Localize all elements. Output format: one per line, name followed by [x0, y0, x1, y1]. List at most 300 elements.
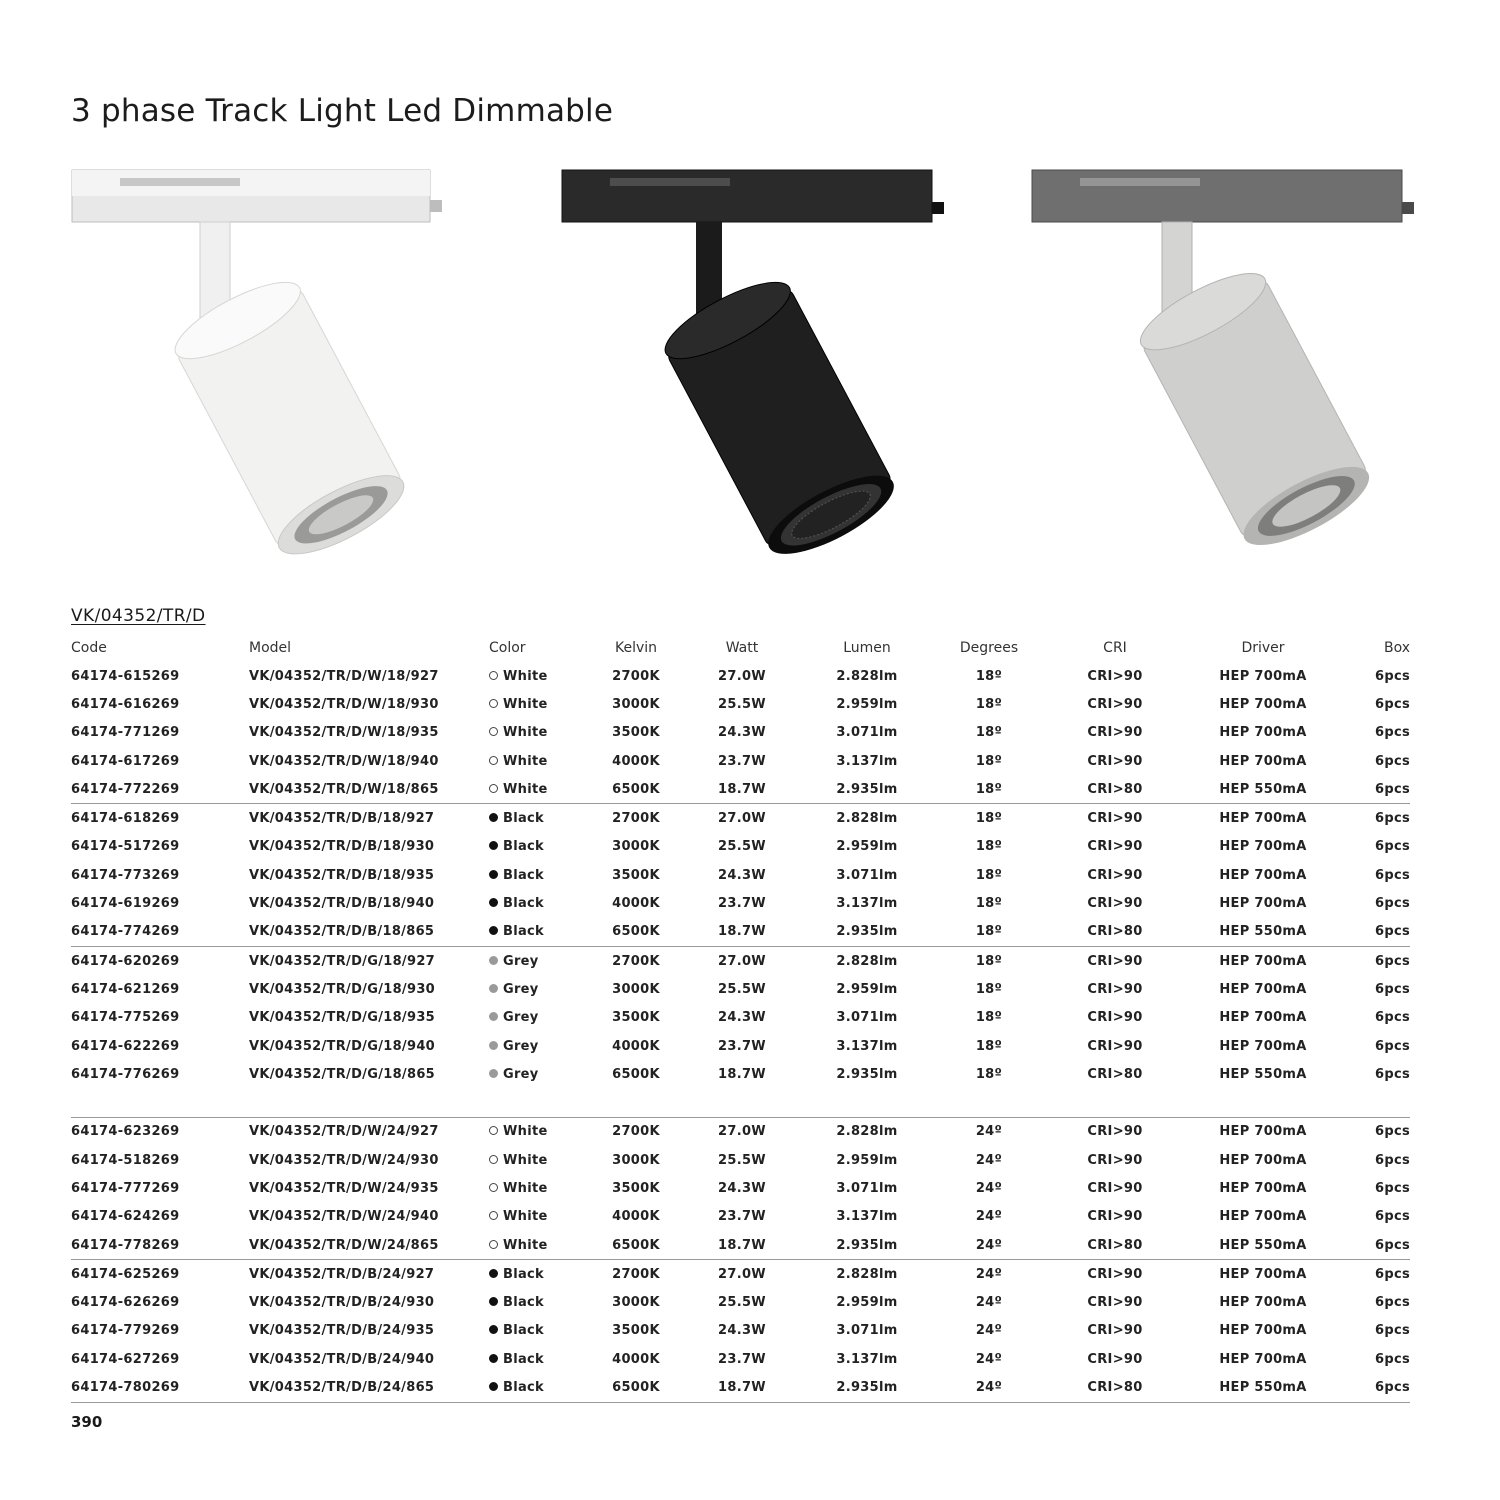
cell-driver: HEP 550mA: [1189, 775, 1337, 804]
cell-degrees: 24º: [975, 1152, 1003, 1168]
color-label: Black: [503, 1266, 544, 1282]
cell-cri: CRI>90: [1087, 953, 1143, 969]
color-label: Grey: [503, 953, 539, 969]
cell-color: [489, 690, 585, 718]
table-row: [71, 889, 1410, 917]
cell-lumen: 2.935lm: [797, 1231, 937, 1260]
cell-kelvin: 4000K: [612, 753, 660, 769]
cell-cri: CRI>80: [1041, 775, 1189, 804]
cell-code: 64174-624269: [71, 1209, 180, 1225]
cell-watt: 18.7W: [687, 918, 797, 947]
cell-degrees: 24º: [975, 1295, 1003, 1311]
cell-code: 64174-617269: [71, 753, 180, 769]
cell-cri: CRI>90: [1087, 753, 1143, 769]
cell-watt: 27.0W: [718, 953, 766, 969]
cell-cri: CRI>90: [1087, 668, 1143, 684]
cell-box: 6pcs: [1337, 1231, 1410, 1260]
color-label: White: [503, 1209, 548, 1225]
cell-kelvin: 3000K: [612, 981, 660, 997]
cell-cri: CRI>90: [1087, 1209, 1143, 1225]
color-swatch-icon: [489, 956, 498, 965]
cell-box: 6pcs: [1375, 1180, 1410, 1196]
color-swatch-icon: [489, 813, 498, 822]
cell-model: VK/04352/TR/D/W/24/940: [249, 1209, 439, 1225]
cell-color: [489, 1203, 585, 1231]
cell-color: [489, 662, 585, 690]
cell-color: [489, 918, 585, 947]
cell-code: 64174-620269: [71, 953, 180, 969]
cell-color: [489, 1260, 585, 1289]
cell-degrees: 24º: [975, 1180, 1003, 1196]
cell-code: 64174-619269: [71, 896, 180, 912]
cell-color: [489, 1373, 585, 1402]
cell-lumen: 2.959lm: [836, 981, 898, 997]
table-row: [71, 833, 1410, 861]
cell-code: 64174-772269: [71, 775, 249, 804]
cell-kelvin: 3500K: [612, 1323, 660, 1339]
cell-watt: 27.0W: [718, 1266, 766, 1282]
color-label: Black: [503, 896, 544, 912]
cell-lumen: 2.828lm: [836, 668, 898, 684]
cell-driver: HEP 700mA: [1219, 1266, 1307, 1282]
cell-driver: HEP 700mA: [1219, 668, 1307, 684]
cell-degrees: 18º: [975, 953, 1003, 969]
color-swatch-icon: [489, 756, 498, 765]
cell-driver: HEP 700mA: [1219, 867, 1307, 883]
cell-model: VK/04352/TR/D/G/18/927: [249, 953, 436, 969]
cell-lumen: 2.828lm: [836, 811, 898, 827]
cell-kelvin: 6500K: [612, 1066, 660, 1082]
cell-kelvin: 3500K: [612, 725, 660, 741]
cell-model: VK/04352/TR/D/B/18/865: [249, 918, 489, 947]
cell-degrees: 18º: [975, 753, 1003, 769]
color-label: Black: [503, 1295, 544, 1311]
cell-degrees: 24º: [975, 1351, 1003, 1367]
cell-driver: HEP 700mA: [1219, 953, 1307, 969]
cell-kelvin: 3000K: [612, 696, 660, 712]
cell-code: 64174-775269: [71, 1010, 180, 1026]
color-swatch-icon: [489, 1325, 498, 1334]
cell-box: 6pcs: [1375, 1266, 1410, 1282]
cell-cri: CRI>90: [1087, 1323, 1143, 1339]
cell-code: 64174-626269: [71, 1295, 180, 1311]
cell-lumen: 3.071lm: [836, 867, 898, 883]
cell-kelvin: 3500K: [612, 867, 660, 883]
color-swatch-icon: [489, 671, 498, 680]
cell-code: 64174-625269: [71, 1266, 180, 1282]
cell-watt: 18.7W: [687, 775, 797, 804]
cell-degrees: 24º: [975, 1323, 1003, 1339]
cell-kelvin: 3000K: [612, 839, 660, 855]
table-row: [71, 662, 1410, 690]
cell-kelvin: 2700K: [612, 1266, 660, 1282]
cell-driver: HEP 700mA: [1219, 1038, 1307, 1054]
color-swatch-icon: [489, 1382, 498, 1391]
product-image-grey: [1020, 160, 1460, 560]
header-watt: Watt: [725, 640, 759, 656]
cell-code: 64174-615269: [71, 668, 180, 684]
cell-driver: HEP 700mA: [1219, 1295, 1307, 1311]
color-swatch-icon: [489, 1211, 498, 1220]
table-row: [71, 861, 1410, 889]
cell-watt: 24.3W: [718, 867, 766, 883]
cell-box: 6pcs: [1375, 867, 1410, 883]
cell-model: VK/04352/TR/D/W/24/935: [249, 1180, 439, 1196]
color-swatch-icon: [489, 841, 498, 850]
table-row: [71, 1345, 1410, 1373]
series-title: VK/04352/TR/D: [71, 606, 206, 626]
cell-code: 64174-779269: [71, 1323, 180, 1339]
color-swatch-icon: [489, 1012, 498, 1021]
cell-driver: HEP 700mA: [1219, 1152, 1307, 1168]
cell-model: VK/04352/TR/D/W/24/930: [249, 1152, 439, 1168]
cell-box: 6pcs: [1375, 1209, 1410, 1225]
cell-watt: 25.5W: [718, 981, 766, 997]
cell-driver: HEP 700mA: [1219, 696, 1307, 712]
cell-color: [489, 1317, 585, 1345]
table-row: [71, 775, 1410, 804]
cell-box: 6pcs: [1375, 1351, 1410, 1367]
cell-model: VK/04352/TR/D/W/18/865: [249, 775, 489, 804]
track-light-black-illustration: [550, 160, 990, 560]
cell-kelvin: 2700K: [612, 668, 660, 684]
table-row: [71, 1373, 1410, 1402]
cell-driver: HEP 700mA: [1219, 1323, 1307, 1339]
cell-driver: HEP 700mA: [1219, 811, 1307, 827]
page-title: 3 phase Track Light Led Dimmable: [71, 93, 614, 129]
table-row: [71, 1260, 1410, 1289]
cell-kelvin: 3000K: [612, 1152, 660, 1168]
cell-code: 64174-627269: [71, 1351, 180, 1367]
cell-color: [489, 975, 585, 1003]
cell-color: [489, 946, 585, 975]
color-swatch-icon: [489, 1069, 498, 1078]
cell-watt: 25.5W: [718, 1295, 766, 1311]
cell-driver: HEP 700mA: [1219, 1351, 1307, 1367]
cell-box: 6pcs: [1337, 775, 1410, 804]
cell-lumen: 3.137lm: [836, 1038, 898, 1054]
header-model: Model: [249, 640, 292, 656]
table-row: [71, 1146, 1410, 1174]
page-number: 390: [71, 1413, 103, 1431]
cell-cri: CRI>90: [1087, 896, 1143, 912]
cell-model: VK/04352/TR/D/B/24/940: [249, 1351, 435, 1367]
cell-box: 6pcs: [1375, 753, 1410, 769]
color-label: Black: [503, 1351, 544, 1367]
cell-color: [489, 1004, 585, 1032]
cell-color: [489, 719, 585, 747]
header-lumen: Lumen: [843, 640, 891, 656]
color-swatch-icon: [489, 699, 498, 708]
color-label: Black: [503, 924, 544, 940]
spacer-cell: [71, 1088, 1410, 1117]
cell-watt: 27.0W: [718, 811, 766, 827]
cell-degrees: 18º: [975, 725, 1003, 741]
cell-model: VK/04352/TR/D/B/24/935: [249, 1323, 435, 1339]
table-row: [71, 1289, 1410, 1317]
cell-model: VK/04352/TR/D/W/18/927: [249, 668, 439, 684]
color-swatch-icon: [489, 984, 498, 993]
header-kelvin: Kelvin: [614, 640, 658, 656]
color-swatch-icon: [489, 1240, 498, 1249]
track-light-white-illustration: [60, 160, 500, 560]
color-label: White: [503, 696, 548, 712]
cell-cri: CRI>90: [1087, 696, 1143, 712]
cell-model: VK/04352/TR/D/G/18/865: [249, 1066, 436, 1082]
cell-driver: HEP 700mA: [1219, 981, 1307, 997]
cell-lumen: 2.959lm: [836, 1295, 898, 1311]
table-row: [71, 1117, 1410, 1146]
cell-degrees: 18º: [975, 981, 1003, 997]
header-degrees: Degrees: [959, 640, 1019, 656]
color-swatch-icon: [489, 727, 498, 736]
cell-code: 64174-616269: [71, 696, 180, 712]
cell-color: [489, 775, 585, 804]
cell-watt: 18.7W: [718, 1066, 766, 1082]
cell-box: 6pcs: [1375, 839, 1410, 855]
color-label: White: [503, 781, 548, 797]
table-row: [71, 1174, 1410, 1202]
cell-box: 6pcs: [1375, 1038, 1410, 1054]
color-swatch-icon: [489, 1297, 498, 1306]
color-swatch-icon: [489, 1126, 498, 1135]
cell-kelvin: 6500K: [585, 1231, 687, 1260]
cell-lumen: 3.137lm: [836, 896, 898, 912]
table-row: [71, 719, 1410, 747]
cell-code: 64174-778269: [71, 1231, 249, 1260]
color-label: Black: [503, 1323, 544, 1339]
color-label: White: [503, 1237, 548, 1253]
cell-model: VK/04352/TR/D/W/18/930: [249, 696, 439, 712]
cell-lumen: 2.935lm: [797, 775, 937, 804]
cell-box: 6pcs: [1375, 1010, 1410, 1026]
cell-driver: HEP 700mA: [1219, 725, 1307, 741]
table-row: [71, 1203, 1410, 1231]
cell-lumen: 2.828lm: [836, 1124, 898, 1140]
cell-model: VK/04352/TR/D/G/18/940: [249, 1038, 436, 1054]
color-label: White: [503, 1152, 548, 1168]
color-label: Black: [503, 1380, 544, 1396]
color-swatch-icon: [489, 870, 498, 879]
cell-box: 6pcs: [1375, 1152, 1410, 1168]
cell-box: 6pcs: [1375, 1066, 1410, 1082]
cell-code: 64174-780269: [71, 1373, 249, 1402]
cell-degrees: 18º: [975, 1010, 1003, 1026]
color-label: Black: [503, 867, 544, 883]
cell-lumen: 2.959lm: [836, 696, 898, 712]
color-label: Grey: [503, 1038, 539, 1054]
cell-cri: CRI>90: [1087, 725, 1143, 741]
cell-color: [489, 1146, 585, 1174]
cell-kelvin: 3000K: [612, 1295, 660, 1311]
cell-color: [489, 1117, 585, 1146]
cell-cri: CRI>90: [1087, 1266, 1143, 1282]
cell-color: [489, 804, 585, 833]
cell-color: [489, 861, 585, 889]
cell-lumen: 3.137lm: [836, 1209, 898, 1225]
cell-color: [489, 833, 585, 861]
cell-cri: CRI>90: [1087, 839, 1143, 855]
cell-model: VK/04352/TR/D/W/24/927: [249, 1124, 439, 1140]
cell-cri: CRI>80: [1041, 1231, 1189, 1260]
cell-model: VK/04352/TR/D/G/18/935: [249, 1010, 436, 1026]
cell-watt: 24.3W: [718, 725, 766, 741]
cell-driver: HEP 700mA: [1219, 839, 1307, 855]
cell-kelvin: 4000K: [612, 1038, 660, 1054]
color-label: Black: [503, 811, 544, 827]
cell-lumen: 2.828lm: [836, 953, 898, 969]
cell-degrees: 18º: [975, 696, 1003, 712]
cell-cri: CRI>90: [1087, 1180, 1143, 1196]
color-label: Grey: [503, 981, 539, 997]
cell-box: 6pcs: [1375, 896, 1410, 912]
cell-code: 64174-517269: [71, 839, 180, 855]
cell-color: [489, 1060, 585, 1088]
header-box: Box: [1383, 640, 1410, 656]
color-label: White: [503, 1124, 548, 1140]
cell-driver: HEP 700mA: [1219, 896, 1307, 912]
cell-color: [489, 1174, 585, 1202]
cell-watt: 27.0W: [718, 1124, 766, 1140]
cell-watt: 23.7W: [718, 1209, 766, 1225]
cell-kelvin: 2700K: [612, 1124, 660, 1140]
cell-watt: 25.5W: [718, 839, 766, 855]
cell-watt: 27.0W: [718, 668, 766, 684]
color-swatch-icon: [489, 1354, 498, 1363]
cell-watt: 25.5W: [718, 1152, 766, 1168]
color-swatch-icon: [489, 784, 498, 793]
table-row: [71, 1032, 1410, 1060]
cell-watt: 23.7W: [718, 1351, 766, 1367]
cell-degrees: 18º: [975, 668, 1003, 684]
cell-kelvin: 6500K: [585, 1373, 687, 1402]
cell-kelvin: 6500K: [585, 775, 687, 804]
cell-degrees: 18º: [937, 775, 1041, 804]
cell-model: VK/04352/TR/D/B/18/940: [249, 896, 435, 912]
header-code: Code: [71, 640, 107, 656]
header-driver: Driver: [1241, 640, 1285, 656]
cell-degrees: 18º: [975, 811, 1003, 827]
cell-model: VK/04352/TR/D/W/24/865: [249, 1231, 489, 1260]
cell-degrees: 24º: [937, 1231, 1041, 1260]
cell-watt: 24.3W: [718, 1180, 766, 1196]
cell-degrees: 18º: [975, 839, 1003, 855]
cell-cri: CRI>80: [1041, 1373, 1189, 1402]
cell-code: 64174-621269: [71, 981, 180, 997]
cell-watt: 23.7W: [718, 1038, 766, 1054]
cell-degrees: 18º: [975, 896, 1003, 912]
cell-degrees: 18º: [937, 918, 1041, 947]
cell-color: [489, 1032, 585, 1060]
cell-box: 6pcs: [1337, 1373, 1410, 1402]
cell-driver: HEP 700mA: [1219, 1010, 1307, 1026]
color-swatch-icon: [489, 926, 498, 935]
cell-driver: HEP 700mA: [1219, 1180, 1307, 1196]
cell-degrees: 18º: [975, 1038, 1003, 1054]
cell-code: 64174-518269: [71, 1152, 180, 1168]
table-header-row: [71, 634, 1410, 662]
cell-code: 64174-774269: [71, 918, 249, 947]
cell-kelvin: 4000K: [612, 1351, 660, 1367]
cell-box: 6pcs: [1375, 811, 1410, 827]
cell-model: VK/04352/TR/D/B/24/927: [249, 1266, 435, 1282]
cell-model: VK/04352/TR/D/B/18/935: [249, 867, 435, 883]
cell-watt: 24.3W: [718, 1323, 766, 1339]
cell-lumen: 3.137lm: [836, 1351, 898, 1367]
cell-watt: 23.7W: [718, 753, 766, 769]
table-row: [71, 1004, 1410, 1032]
cell-box: 6pcs: [1375, 1295, 1410, 1311]
cell-color: [489, 1289, 585, 1317]
cell-lumen: 3.071lm: [836, 1323, 898, 1339]
cell-cri: CRI>80: [1087, 1066, 1143, 1082]
color-swatch-icon: [489, 1041, 498, 1050]
table-row: [71, 946, 1410, 975]
cell-cri: CRI>90: [1087, 1010, 1143, 1026]
cell-lumen: 2.828lm: [836, 1266, 898, 1282]
cell-model: VK/04352/TR/D/B/18/927: [249, 811, 435, 827]
cell-code: 64174-618269: [71, 811, 180, 827]
cell-driver: HEP 700mA: [1219, 753, 1307, 769]
cell-cri: CRI>90: [1087, 811, 1143, 827]
cell-box: 6pcs: [1337, 918, 1410, 947]
cell-lumen: 2.935lm: [836, 1066, 898, 1082]
cell-color: [489, 1231, 585, 1260]
cell-kelvin: 2700K: [612, 953, 660, 969]
cell-box: 6pcs: [1375, 1323, 1410, 1339]
cell-watt: 25.5W: [718, 696, 766, 712]
cell-kelvin: 4000K: [612, 1209, 660, 1225]
cell-code: 64174-771269: [71, 725, 180, 741]
header-color: Color: [489, 640, 526, 656]
cell-degrees: 18º: [975, 867, 1003, 883]
cell-box: 6pcs: [1375, 668, 1410, 684]
cell-kelvin: 2700K: [612, 811, 660, 827]
cell-lumen: 2.935lm: [797, 918, 937, 947]
cell-driver: HEP 550mA: [1189, 918, 1337, 947]
cell-kelvin: 3500K: [612, 1180, 660, 1196]
cell-code: 64174-777269: [71, 1180, 180, 1196]
cell-cri: CRI>90: [1087, 1124, 1143, 1140]
table-row: [71, 690, 1410, 718]
cell-lumen: 2.959lm: [836, 839, 898, 855]
cell-model: VK/04352/TR/D/B/24/930: [249, 1295, 435, 1311]
header-cri: CRI: [1103, 640, 1127, 656]
cell-degrees: 18º: [975, 1066, 1003, 1082]
cell-box: 6pcs: [1375, 1124, 1410, 1140]
cell-lumen: 3.071lm: [836, 725, 898, 741]
cell-driver: HEP 550mA: [1219, 1066, 1307, 1082]
cell-code: 64174-623269: [71, 1124, 180, 1140]
color-swatch-icon: [489, 1183, 498, 1192]
cell-color: [489, 1345, 585, 1373]
color-label: Grey: [503, 1010, 539, 1026]
cell-box: 6pcs: [1375, 696, 1410, 712]
cell-cri: CRI>90: [1087, 1295, 1143, 1311]
cell-color: [489, 889, 585, 917]
cell-kelvin: 6500K: [585, 918, 687, 947]
table-spacer-row: [71, 1088, 1410, 1117]
color-swatch-icon: [489, 898, 498, 907]
color-label: White: [503, 725, 548, 741]
cell-driver: HEP 700mA: [1219, 1124, 1307, 1140]
cell-cri: CRI>90: [1087, 1038, 1143, 1054]
cell-box: 6pcs: [1375, 981, 1410, 997]
cell-model: VK/04352/TR/D/W/18/935: [249, 725, 439, 741]
color-label: Grey: [503, 1066, 539, 1082]
cell-watt: 24.3W: [718, 1010, 766, 1026]
cell-model: VK/04352/TR/D/B/18/930: [249, 839, 435, 855]
